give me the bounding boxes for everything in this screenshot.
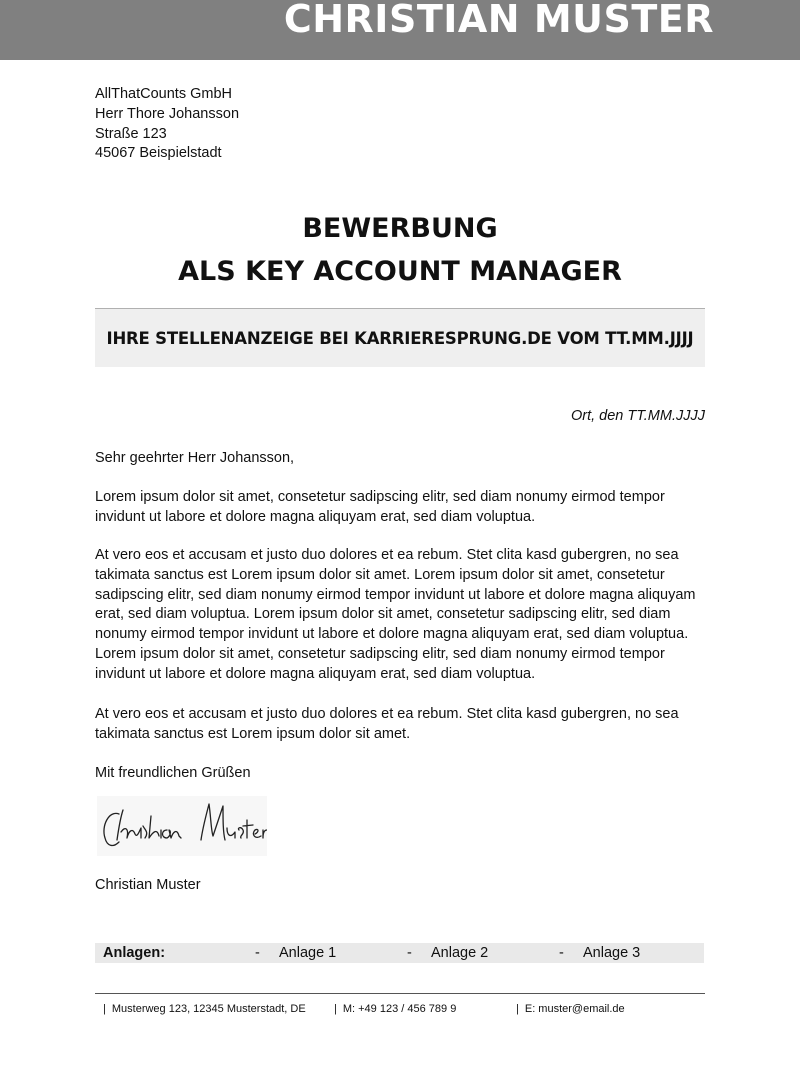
- attachment-item: Anlage 2: [431, 945, 489, 961]
- applicant-name-heading: CHRISTIAN MUSTER: [283, 0, 714, 41]
- subject-box: [95, 309, 705, 367]
- letter-paragraph: [95, 546, 705, 685]
- footer-email: [516, 1003, 625, 1015]
- footer-separator: |: [334, 1003, 337, 1015]
- attachment-item: Anlage 1: [279, 945, 337, 961]
- paragraph-text: At vero eos et accusam et justo duo dolores et ea rebum. Stet clita kasd gubergren, no sea takimata sanctus est Lorem ipsum dolor sit amet.: [95, 706, 679, 742]
- paragraph-text: At vero eos et accusam et justo duo dolores et ea rebum. Stet clita kasd gubergren, no sea takimata sanctus est Lorem ipsum dolor sit amet. Lorem ipsum dolor sit amet, consetetur sadipscing elitr, sed diam nonumy eirmod tempor invidunt ut labore et dolore magna aliquyam erat, sed diam voluptua. Lorem ipsum dolor sit amet, consetetur sadipscing elitr, sed diam nonumy eirmod tempor invidunt ut labore et dolore magna aliquyam erat, sed diam voluptua. Lorem ipsum dolor sit amet, consetetur sadipscing elitr, sed diam nonumy eirmod tempor invidunt ut labore et dolore magna aliquyam erat, sed diam voluptua.: [95, 547, 696, 682]
- recipient-street: Straße 123: [95, 125, 167, 142]
- header-band: [0, 0, 800, 60]
- signer-name: Christian Muster: [95, 877, 201, 893]
- handwritten-signature: [97, 796, 267, 856]
- footer-phone-text: M: +49 123 / 456 789 9: [342, 1003, 457, 1015]
- letter-paragraph: [95, 488, 705, 528]
- footer-phone: [334, 1003, 456, 1015]
- paragraph-text: Lorem ipsum dolor sit amet, consetetur sadipscing elitr, sed diam nonumy eirmod tempor invidunt ut labore et dolore magna aliquyam erat, sed diam voluptua.: [95, 489, 665, 525]
- closing-text: Mit freundlichen Grüßen: [95, 765, 251, 781]
- closing: [95, 764, 705, 784]
- place-date-line: Ort, den TT.MM.JJJJ: [570, 408, 705, 424]
- salutation: [95, 449, 705, 469]
- letter-paragraph: [95, 705, 705, 745]
- recipient-person: Herr Thore Johansson: [95, 105, 240, 122]
- recipient-city: 45067 Beispielstadt: [95, 145, 222, 162]
- footer-email-text: E: muster@email.de: [524, 1003, 625, 1015]
- footer-address-text: Musterweg 123, 12345 Musterstadt, DE: [111, 1003, 306, 1015]
- recipient-company: AllThatCounts GmbH: [95, 86, 232, 102]
- attachments-bar: [95, 943, 704, 963]
- recipient-address: [95, 85, 239, 164]
- letter-title-line-1: BEWERBUNG: [302, 213, 498, 244]
- attachment-dash: -: [559, 945, 564, 961]
- attachments-label: Anlagen:: [103, 945, 166, 961]
- footer-separator: |: [103, 1003, 106, 1015]
- attachment-dash: -: [255, 945, 260, 961]
- attachment-item: Anlage 3: [583, 945, 641, 961]
- attachment-dash: -: [407, 945, 412, 961]
- footer-separator: |: [516, 1003, 519, 1015]
- footer-address: [103, 1003, 306, 1015]
- letter-title-line-2: ALS KEY ACCOUNT MANAGER: [178, 256, 622, 287]
- footer-divider: [95, 993, 705, 994]
- salutation-text: Sehr geehrter Herr Johansson,: [95, 450, 295, 466]
- subject-line: IHRE STELLENANZEIGE BEI KARRIERESPRUNG.DE VOM TT.MM.JJJJ: [106, 328, 694, 348]
